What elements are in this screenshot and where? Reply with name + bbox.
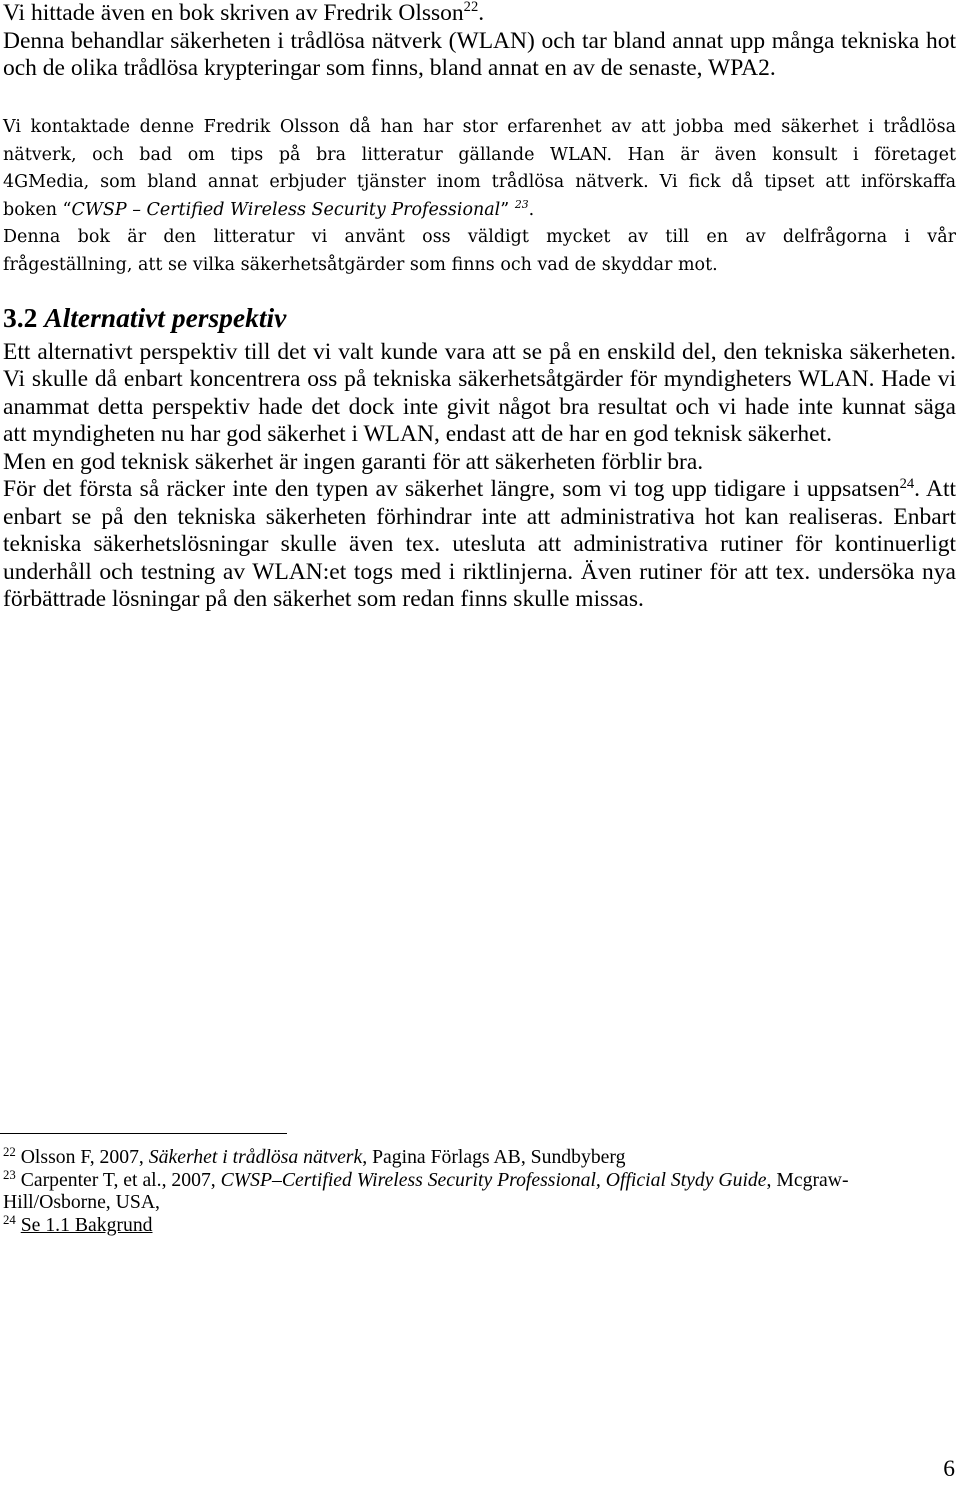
section-heading (3, 302, 956, 334)
footnote-title: Säkerhet i trådlösa nätverk (148, 1146, 363, 1168)
text-line: underhåll och testning av WLAN:et togs med i riktlinjerna. Även rutiner för att tex. undersöka nya (3, 558, 956, 585)
text-line: Vi skulle då enbart koncentrera oss på tekniska säkerhetsåtgärder för myndigheters WLAN. Hade vi (3, 366, 956, 393)
text-line (3, 197, 956, 225)
text-line: Denna bok är den litteratur vi använt oss väldigt mycket av till en av delfrågorna i vår (3, 227, 956, 248)
footnote-number: 23 (3, 1167, 16, 1182)
section-title: Alternativt perspektiv (44, 302, 287, 333)
footnote-number: 24 (3, 1213, 16, 1228)
line-text: . (528, 199, 535, 220)
text-line: enbart se på den tekniska säkerheten förhindrar inte att administrativa hot kan realiseras. Enbart (3, 503, 956, 530)
line-text: För det första så räcker inte den typen av säkerhet längre, som vi tog upp tidigare i uppsatsen (3, 476, 900, 503)
footnote-number: 22 (3, 1144, 16, 1159)
text-line: att myndigheten nu har god säkerhet i WLAN, endast att de har en god teknisk säkerhet. (3, 421, 833, 448)
footnote-reference: 23 (514, 198, 529, 212)
text-line: anammat detta perspektiv hade det dock inte givit något bra resultat och vi hade inte kunnat säga (3, 393, 956, 420)
footnote-23 (3, 1169, 956, 1192)
text-line: och de olika trådlösa krypteringar som finns, bland annat en av de senaste, WPA2. (3, 55, 776, 82)
section-number: 3.2 (3, 302, 38, 333)
footnote-separator (0, 1133, 287, 1134)
section-paragraph (3, 339, 956, 614)
text-line: frågeställning, att se vilka säkerhetsåtgärder som finns och vad de skyddar mot. (3, 254, 718, 275)
text-line: Vi kontaktade denne Fredrik Olsson då han har stor erfarenhet av att jobba med säkerhet i trådlösa (3, 117, 956, 137)
footnote-text: Carpenter T, et al., 2007, (20, 1168, 221, 1191)
text-line: Ett alternativt perspektiv till det vi valt kunde vara att se på en enskild del, den tekniska säkerheten. (3, 339, 956, 365)
footnotes (3, 1146, 956, 1237)
footnote-reference: 22 (463, 0, 479, 16)
footnote-text: Olsson F, 2007, (20, 1146, 149, 1168)
intro-paragraph (3, 0, 956, 83)
cross-reference-link[interactable]: Se 1.1 Bakgrund (20, 1214, 153, 1237)
footnote-text: , Pagina Förlags AB, Sundbyberg (362, 1146, 626, 1168)
book-contact-paragraph (3, 114, 956, 280)
book-title: CWSP – Certified Wireless Security Professional (71, 199, 501, 220)
text-line (3, 0, 956, 28)
text-line: Denna behandlar säkerheten i trådlösa nätverk (WLAN) och tar bland annat upp många tekniska hot (3, 27, 956, 54)
footnote-22 (3, 1146, 956, 1169)
line-text: boken “ (3, 199, 72, 220)
footnote-24 (3, 1214, 956, 1237)
line-text: . (478, 0, 485, 26)
line-text: Vi hittade även en bok skriven av Fredrik Olsson (3, 0, 464, 26)
line-text: ” (500, 199, 510, 220)
footnote-reference: 24 (899, 475, 915, 492)
line-text: . Att (914, 476, 956, 503)
text-line: Men en god teknisk säkerhet är ingen garanti för att säkerheten förblir bra. (3, 448, 704, 475)
text-line: förbättrade lösningar på den säkerhet som redan finns skulle missas. (3, 586, 644, 613)
page-number: 6 (943, 1456, 955, 1482)
footnote-23-continuation: Hill/Osborne, USA, (3, 1191, 160, 1214)
footnote-text: , Mcgraw- (766, 1168, 849, 1191)
text-line: nätverk, och bad om tips på bra litteratur gällande WLAN. Han är även konsult i företaget (3, 144, 956, 165)
text-line: 4GMedia, som bland annat erbjuder tjänster inom trådlösa nätverk. Vi fick då tipset att införskaffa (3, 172, 956, 193)
text-line (3, 476, 956, 503)
footnote-title: CWSP–Certified Wireless Security Professional, Official Stydy Guide (220, 1168, 767, 1191)
text-line: tekniska säkerhetslösningar skulle även tex. utesluta att administrativa rutiner för kontinuerligt (3, 531, 956, 558)
